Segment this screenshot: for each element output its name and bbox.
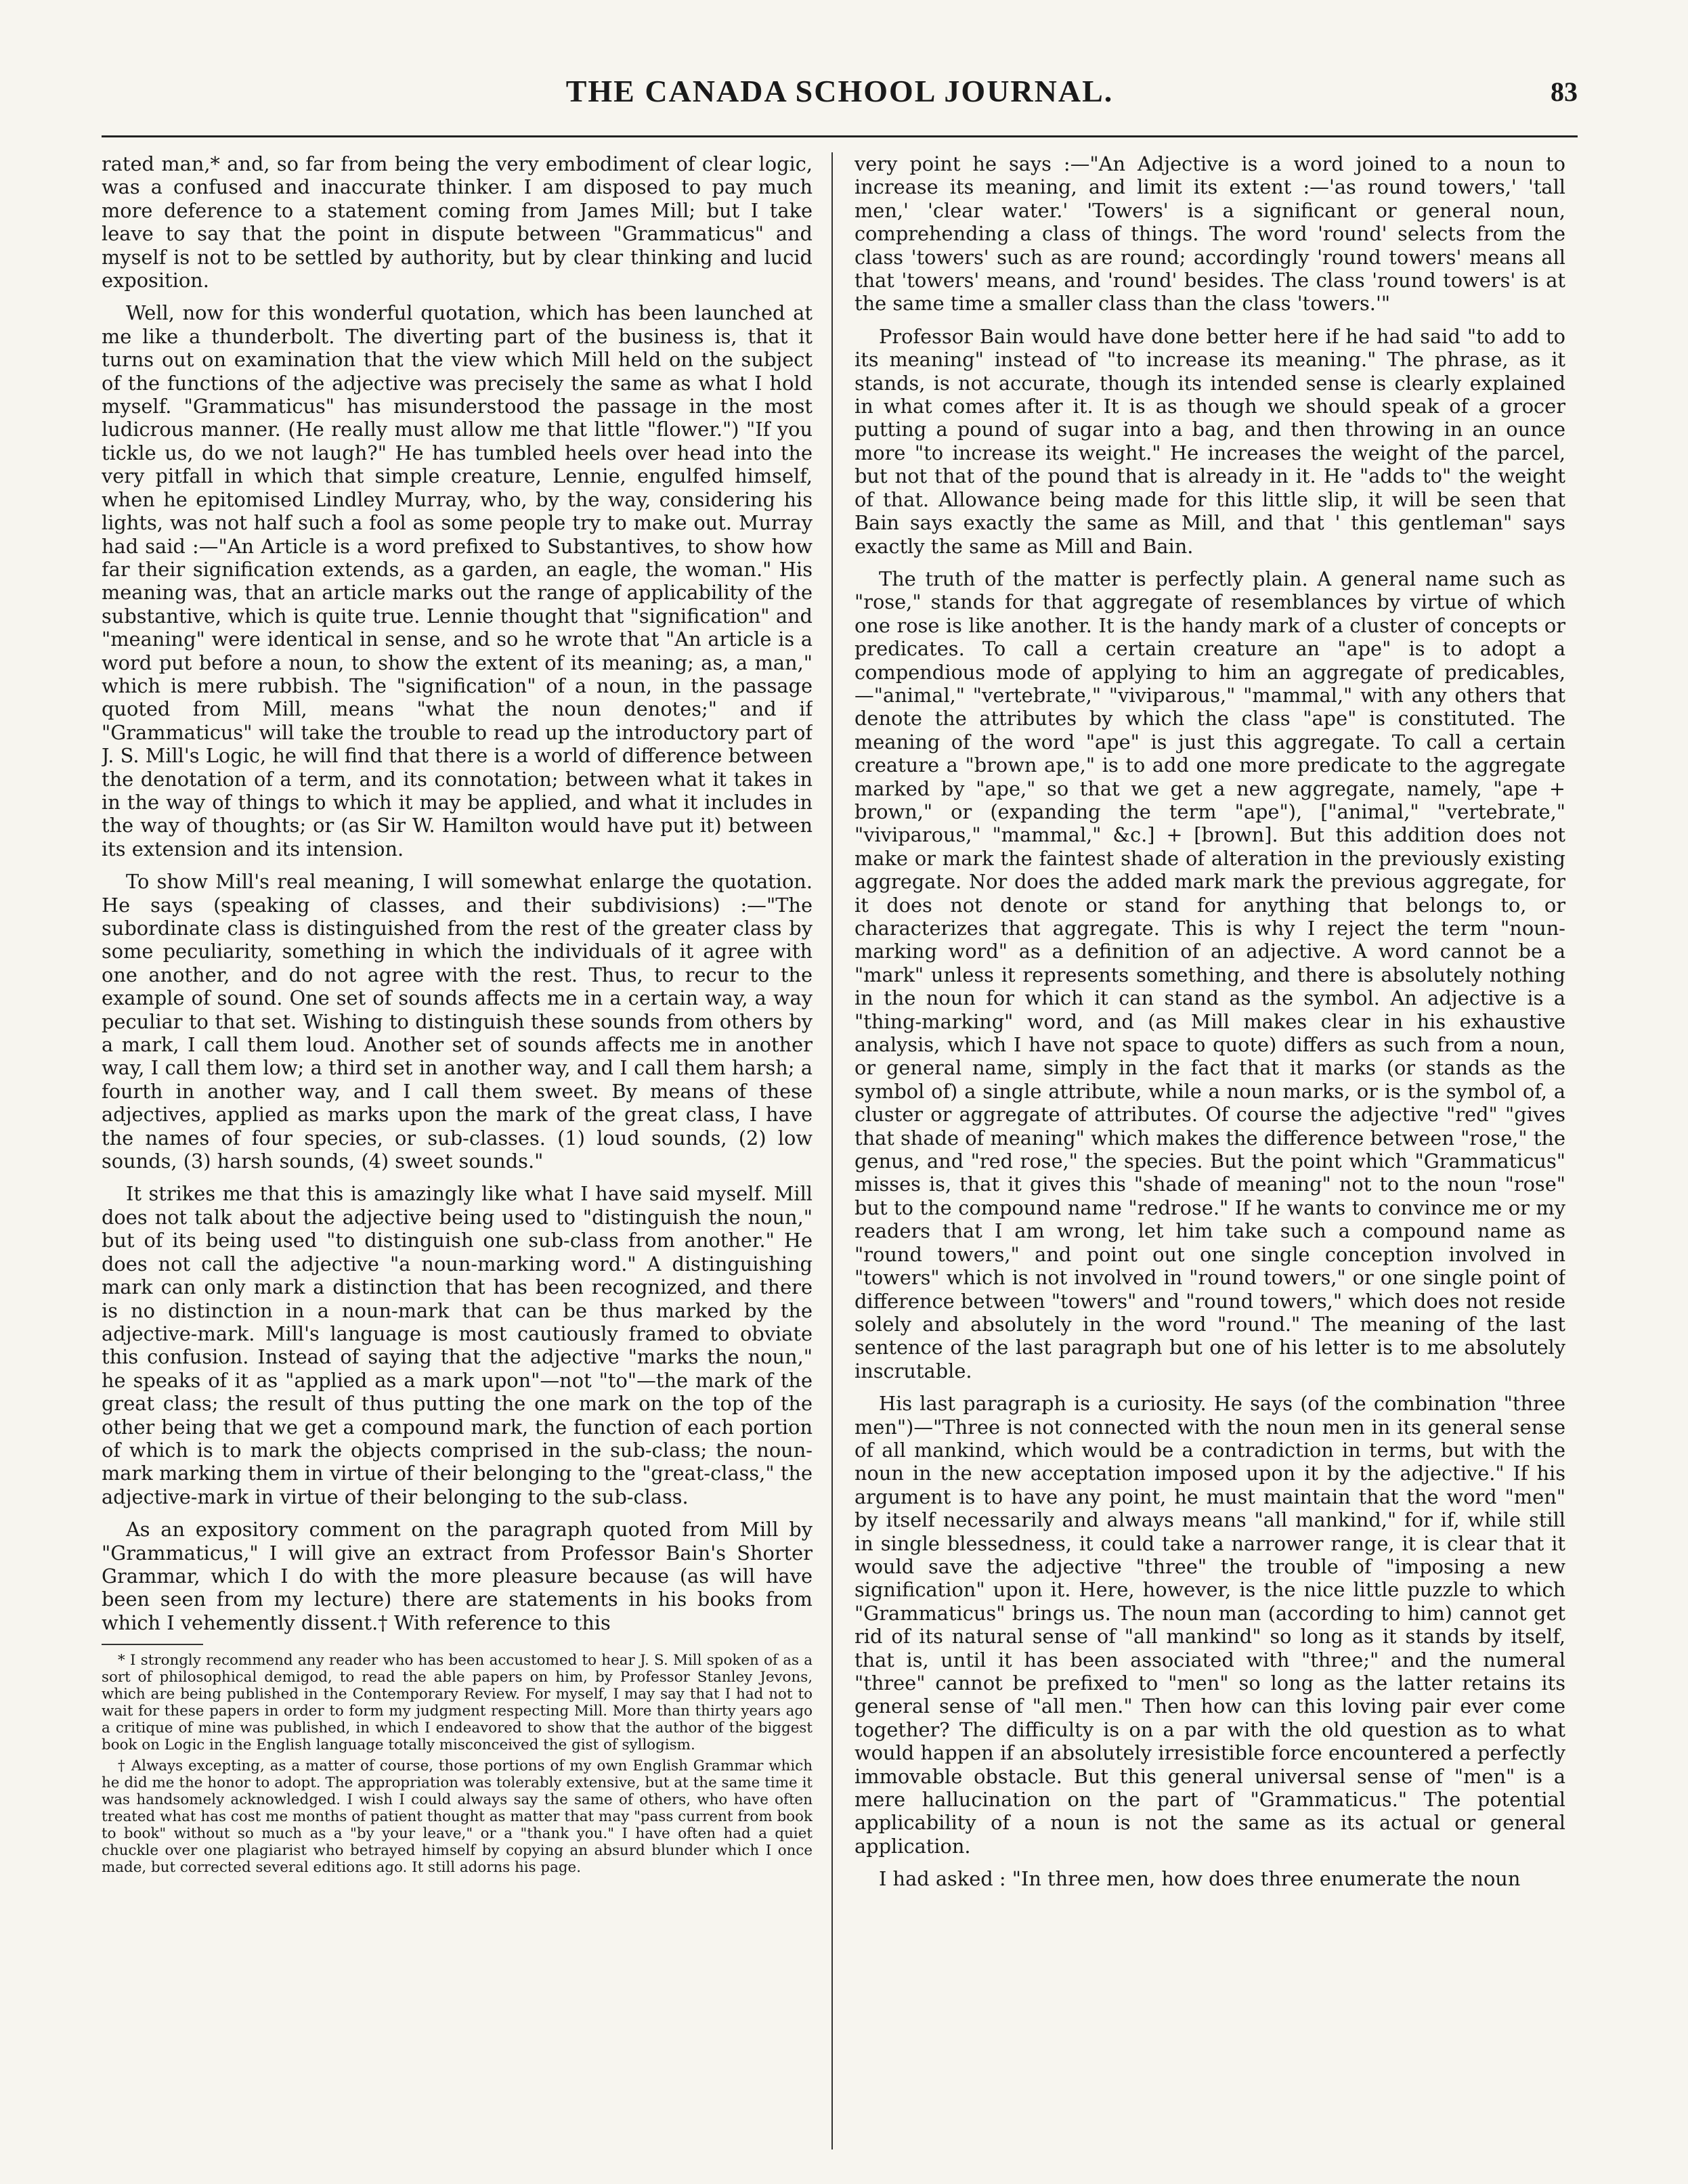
footnote-rule xyxy=(102,1644,203,1645)
paragraph: rated man,* and, so far from being the very embodiment of clear logic, was a confused and inaccurate thinker. I am disposed to pay much more deference to a statement coming from James Mill; but I take leave to say that the point in dispute between "Grammaticus" and myself is not to be settled by authority, but by clear thinking and lucid exposition. xyxy=(102,152,813,292)
page-number: 83 xyxy=(1551,77,1578,107)
running-title: THE CANADA SCHOOL JOURNAL. xyxy=(565,74,1114,108)
paragraph: To show Mill's real meaning, I will somewhat enlarge the quotation. He says (speaking of classes, and their subdivisions) :—"The subordinate class is distinguished from the rest of the greater class by some peculiarity, something in which the individuals of it agree with one another, and do not agree with the rest. Thus, to recur to the example of sound. One set of sounds affects me in a certain way, a way peculiar to that set. Wishing to distinguish these sounds from others by a mark, I call them loud. Another set of sounds affects me in another way, I call them low; a third set in another way, and I call them harsh; a fourth in another way, and I call them sweet. By means of these adjectives, applied as marks upon the mark of the great class, I have the names of four species, or sub-classes. (1) loud sounds, (2) low sounds, (3) harsh sounds, (4) sweet sounds." xyxy=(102,870,813,1173)
paragraph: As an expository comment on the paragraph quoted from Mill by "Grammaticus," I will give an extract from Professor Bain's Shorter Grammar, which I do with the more pleasure because (as will have been seen from my lecture) there are statements in his books from which I vehemently dissent.† With reference to this xyxy=(102,1518,813,1634)
footnote: * I strongly recommend any reader who has been accustomed to hear J. S. Mill spoken of as a sort of philosophical demigod, to read the able papers on him, by Professor Stanley Jevons, which are being published in the Contemporary Review. For myself, I may say that I had not to wait for these papers in order to form my judgment respecting Mill. More than thirty years ago a critique of mine was published, in which I endeavored to show that the author of the biggest book on Logic in the English language totally misconceived the gist of syllogism. xyxy=(102,1652,813,1754)
paragraph: Professor Bain would have done better here if he had said "to add to its meaning" instead of "to increase its meaning." The phrase, as it stands, is not accurate, though its intended sense is clearly explained in what comes after it. It is as though we should speak of a grocer putting a pound of sugar into a bag, and then throwing in an ounce more "to increase its weight." He increases the weight of the parcel, but not that of the pound that is already in it. He "adds to" the weight of that. Allowance being made for this little slip, it will be seen that Bain says exactly the same as Mill, and that ' this gentleman" says exactly the same as Mill and Bain. xyxy=(854,324,1565,558)
footnote: † Always excepting, as a matter of course, those portions of my own English Grammar which he did me the honor to adopt. The appropriation was tolerably extensive, but at the same time it was handsomely acknowledged. I wish I could always say the same of others, who have often treated what has cost me months of patient thought as matter that may "pass current from book to book" without so much as a "by your leave," or a "thank you." I have often had a quiet chuckle over one plagiarist who betrayed himself by copying an absurd blunder which I once made, but corrected several editions ago. It still adorns his page. xyxy=(102,1757,813,1877)
right-column xyxy=(854,152,1565,2156)
page-header xyxy=(102,73,1578,127)
footnotes xyxy=(102,1652,813,1876)
paragraph: Well, now for this wonderful quotation, which has been launched at me like a thunderbolt. The diverting part of the business is, that it turns out on examination that the view which Mill held on the subject of the functions of the adjective was precisely the same as what I hold myself. "Grammaticus" has misunderstood the passage in the most ludicrous manner. (He really must allow me that little "flower.") "If you tickle us, do we not laugh?" He has tumbled heels over head into the very pitfall in which that simple creature, Lennie, engulfed himself, when he epitomised Lindley Murray, who, by the way, considering his lights, was not half such a fool as some people try to make out. Murray had said :—"An Article is a word prefixed to Substantives, to show how far their signification extends, as a garden, an eagle, the woman." His meaning was, that an article marks out the range of applicability of the substantive, which is quite true. Lennie thought that "signification" and "meaning" were identical in sense, and so he wrote that "An article is a word put before a noun, to show the extent of its meaning; as, a man," which is mere rubbish. The "signification" of a noun, in the passage quoted from Mill, means "what the noun denotes;" and if "Grammaticus" will take the trouble to read up the introductory part of J. S. Mill's Logic, he will find that there is a world of difference between the denotation of a term, and its connotation; between what it takes in in the way of things to which it may be applied, and what it includes in the way of thoughts; or (as Sir W. Hamilton would have put it) between its extension and its intension. xyxy=(102,301,813,860)
header-rule xyxy=(102,135,1578,137)
left-column xyxy=(102,152,813,2143)
paragraph: The truth of the matter is perfectly plain. A general name such as "rose," stands for that aggregate of resemblances by virtue of which one rose is like another. It is the handy mark of a cluster of concepts or predicates. To call a certain creature an "ape" is to adopt a compendious mode of applying to him an aggregate of predicables,—"animal," "vertebrate," "viviparous," "mammal," with any others that denote the attributes by which the class "ape" is constituted. The meaning of the word "ape" is just this aggregate. To call a certain creature a "brown ape," is to add one more predicate to the aggregate marked by "ape," so that we get a new aggregate, namely, "ape + brown," or (expanding the term "ape"), ["animal," "vertebrate," "viviparous," "mammal," &c.] + [brown]. But this addition does not make or mark the faintest shade of alteration in the previously existing aggregate. Nor does the added mark mark the previous aggregate, for it does not denote or stand for anything that belongs to, or characterizes that aggregate. This is why I reject the term "noun-marking word" as a definition of an adjective. A word cannot be a "mark" unless it represents something, and there is absolutely nothing in the noun for which it can stand as the symbol. An adjective is a "thing-marking" word, and (as Mill makes clear in his exhaustive analysis, which I have not space to quote) differs as such from a noun, or general name, simply in the fact that it marks (or stands as the symbol of) a single attribute, while a noun marks, or is the symbol of, a cluster or aggregate of attributes. Of course the adjective "red" "gives that shade of meaning" which makes the difference between "rose," the genus, and "red rose," the species. But the point which "Grammaticus" misses is, that it gives this "shade of meaning" not to the noun "rose" but to the compound name "redrose." If he wants to convince me or my readers that I am wrong, let him take such a compound name as "round towers," and point out one single conception involved in "towers" which is not involved in "round towers," or one single point of difference between "towers" and "round towers," which does not reside solely and absolutely in the word "round." The meaning of the last sentence of the last paragraph but one of his letter is to me absolutely inscrutable. xyxy=(854,567,1565,1382)
paragraph: It strikes me that this is amazingly like what I have said myself. Mill does not talk about the adjective being used to "distinguish the noun," but of its being used "to distinguish one sub-class from another." He does not call the adjective "a noun-marking word." A distinguishing mark can only mark a distinction that has been recognized, and there is no distinction in a noun-mark that can be thus marked by the adjective-mark. Mill's language is most cautiously framed to obviate this confusion. Instead of saying that the adjective "marks the noun," he speaks of it as "applied as a mark upon"—not "to"—the mark of the great class; the result of thus putting the one mark on the top of the other being that we get a compound mark, the function of each portion of which is to mark the objects comprised in the sub-class; the noun-mark marking them in virtue of their belonging to the "great-class," the adjective-mark in virtue of their belonging to the sub-class. xyxy=(102,1182,813,1508)
paragraph: His last paragraph is a curiosity. He says (of the combination "three men")—"Three is not connected with the noun men in its general sense of all mankind, which would be a contradiction in terms, but with the noun in the new acceptation imposed upon it by the adjective." If his argument is to have any point, he must maintain that the word "men" by itself necessarily and always means "all mankind," for if, while still in single blessedness, it could take a narrower range, it is clear that it would save the adjective "three" the trouble of "imposing a new signification" upon it. Here, however, is the nice little puzzle to which "Grammaticus" brings us. The noun man (according to him) cannot get rid of its natural sense of "all mankind" so long as it stands by itself, that is, until it has been associated with "three;" and the numeral "three" cannot be prefixed to "men" so long as the latter retains its general sense of "all men." Then how can this loving pair ever come together? The difficulty is on a par with the old question as to what would happen if an absolutely irresistible force encountered a perfectly immovable obstacle. But this general universal sense of "men" is a mere hallucination on the part of "Grammaticus." The potential applicability of a noun is not the same as its actual or general application. xyxy=(854,1392,1565,1858)
column-divider xyxy=(831,152,833,2149)
paragraph: I had asked : "In three men, how does three enumerate the noun xyxy=(879,1867,1521,1891)
paragraph: very point he says :—"An Adjective is a word joined to a noun to increase its meaning, and limit its extent :—'as round towers,' 'tall men,' 'clear water.' 'Towers' is a significant or general noun, comprehending a class of things. The word 'round' selects from the class 'towers' such as are round; accordingly 'round towers' means all that 'towers' means, and 'round' besides. The class 'round towers' is at the same time a smaller class than the class 'towers.'" xyxy=(854,152,1565,315)
